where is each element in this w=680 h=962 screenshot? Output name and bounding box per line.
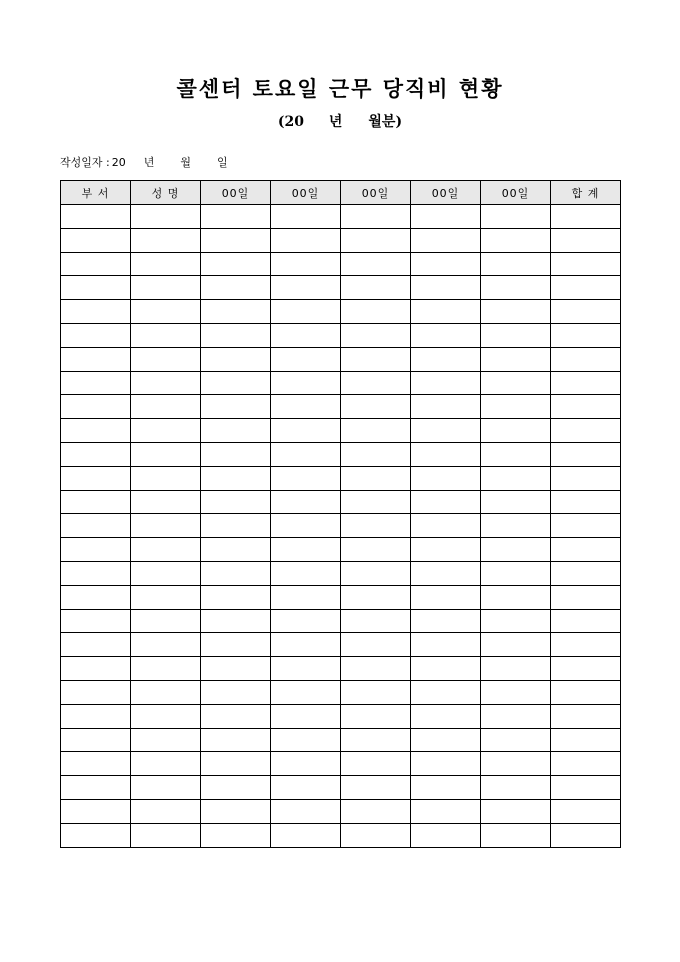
table-cell[interactable] bbox=[551, 823, 621, 847]
table-cell[interactable] bbox=[551, 776, 621, 800]
table-cell[interactable] bbox=[341, 300, 411, 324]
table-cell[interactable] bbox=[481, 419, 551, 443]
table-cell[interactable] bbox=[481, 776, 551, 800]
table-row bbox=[61, 419, 621, 443]
table-cell[interactable] bbox=[411, 728, 481, 752]
table-cell[interactable] bbox=[341, 252, 411, 276]
table-cell[interactable] bbox=[341, 728, 411, 752]
table-row bbox=[61, 276, 621, 300]
table-cell[interactable] bbox=[481, 395, 551, 419]
table-cell[interactable] bbox=[131, 442, 201, 466]
table-cell[interactable] bbox=[131, 371, 201, 395]
table-cell[interactable] bbox=[481, 323, 551, 347]
table-cell[interactable] bbox=[411, 609, 481, 633]
header-day-2: 00일 bbox=[271, 181, 341, 205]
table-cell[interactable] bbox=[271, 323, 341, 347]
table-body bbox=[61, 205, 621, 848]
table-cell[interactable] bbox=[201, 371, 271, 395]
table-cell[interactable] bbox=[341, 633, 411, 657]
table-cell[interactable] bbox=[341, 752, 411, 776]
table-cell[interactable] bbox=[481, 228, 551, 252]
header-day-1: 00일 bbox=[201, 181, 271, 205]
table-cell[interactable] bbox=[341, 442, 411, 466]
table-cell[interactable] bbox=[271, 799, 341, 823]
table-cell[interactable] bbox=[271, 585, 341, 609]
table-cell[interactable] bbox=[201, 609, 271, 633]
table-cell[interactable] bbox=[551, 538, 621, 562]
table-cell[interactable] bbox=[131, 490, 201, 514]
table-cell[interactable] bbox=[61, 228, 131, 252]
table-cell[interactable] bbox=[481, 680, 551, 704]
subtitle-year-prefix: (20 bbox=[277, 114, 304, 130]
table-cell[interactable] bbox=[61, 276, 131, 300]
document-subtitle bbox=[0, 112, 680, 132]
table-cell[interactable] bbox=[341, 466, 411, 490]
table-cell[interactable] bbox=[61, 776, 131, 800]
table-cell[interactable] bbox=[411, 347, 481, 371]
table-cell[interactable] bbox=[131, 728, 201, 752]
table-cell[interactable] bbox=[481, 347, 551, 371]
table-cell[interactable] bbox=[271, 776, 341, 800]
duty-allowance-table bbox=[60, 180, 621, 848]
table-cell[interactable] bbox=[271, 704, 341, 728]
table-cell[interactable] bbox=[551, 657, 621, 681]
table-cell[interactable] bbox=[411, 228, 481, 252]
table-cell[interactable] bbox=[481, 752, 551, 776]
table-cell[interactable] bbox=[551, 323, 621, 347]
table-cell[interactable] bbox=[551, 728, 621, 752]
table-cell[interactable] bbox=[411, 323, 481, 347]
table-cell[interactable] bbox=[61, 252, 131, 276]
table-cell[interactable] bbox=[411, 704, 481, 728]
table-cell[interactable] bbox=[341, 585, 411, 609]
header-day-4: 00일 bbox=[411, 181, 481, 205]
table-row bbox=[61, 680, 621, 704]
table-cell[interactable] bbox=[61, 728, 131, 752]
table-cell[interactable] bbox=[411, 538, 481, 562]
table-cell[interactable] bbox=[201, 419, 271, 443]
table-cell[interactable] bbox=[271, 442, 341, 466]
table-cell[interactable] bbox=[61, 490, 131, 514]
table-cell[interactable] bbox=[341, 799, 411, 823]
table-cell[interactable] bbox=[201, 776, 271, 800]
table-cell[interactable] bbox=[131, 228, 201, 252]
table-cell[interactable] bbox=[201, 823, 271, 847]
table-row bbox=[61, 561, 621, 585]
table-cell[interactable] bbox=[131, 752, 201, 776]
table-row bbox=[61, 752, 621, 776]
table-cell[interactable] bbox=[481, 609, 551, 633]
table-cell[interactable] bbox=[481, 300, 551, 324]
date-year-unit: 년 bbox=[143, 156, 155, 169]
table-row bbox=[61, 776, 621, 800]
table-cell[interactable] bbox=[411, 490, 481, 514]
header-day-3: 00일 bbox=[341, 181, 411, 205]
table-cell[interactable] bbox=[201, 514, 271, 538]
date-day-unit: 일 bbox=[217, 156, 228, 169]
table-cell[interactable] bbox=[411, 657, 481, 681]
table-cell[interactable] bbox=[61, 633, 131, 657]
table-row bbox=[61, 799, 621, 823]
subtitle-month-part: 월분) bbox=[368, 114, 403, 130]
table-cell[interactable] bbox=[271, 752, 341, 776]
table-cell[interactable] bbox=[481, 371, 551, 395]
table-row bbox=[61, 466, 621, 490]
table-cell[interactable] bbox=[271, 514, 341, 538]
table-cell[interactable] bbox=[341, 680, 411, 704]
table-cell[interactable] bbox=[201, 395, 271, 419]
table-cell[interactable] bbox=[551, 300, 621, 324]
table-cell[interactable] bbox=[411, 514, 481, 538]
table-cell[interactable] bbox=[61, 323, 131, 347]
table-cell[interactable] bbox=[271, 728, 341, 752]
table-cell[interactable] bbox=[411, 419, 481, 443]
date-year: 20 bbox=[111, 156, 126, 169]
table-header-row bbox=[61, 181, 621, 205]
table-cell[interactable] bbox=[61, 347, 131, 371]
table-cell[interactable] bbox=[61, 609, 131, 633]
table-cell[interactable] bbox=[341, 347, 411, 371]
table-cell[interactable] bbox=[131, 704, 201, 728]
table-cell[interactable] bbox=[271, 823, 341, 847]
table-row bbox=[61, 490, 621, 514]
table-cell[interactable] bbox=[411, 371, 481, 395]
table-cell[interactable] bbox=[411, 395, 481, 419]
table-cell[interactable] bbox=[341, 490, 411, 514]
table-cell[interactable] bbox=[551, 633, 621, 657]
table-cell[interactable] bbox=[481, 823, 551, 847]
table-cell[interactable] bbox=[61, 205, 131, 229]
table-cell[interactable] bbox=[481, 538, 551, 562]
table-cell[interactable] bbox=[271, 419, 341, 443]
header-name: 성 명 bbox=[131, 181, 201, 205]
table-cell[interactable] bbox=[201, 538, 271, 562]
table-cell[interactable] bbox=[201, 300, 271, 324]
table-cell[interactable] bbox=[271, 633, 341, 657]
table-cell[interactable] bbox=[131, 823, 201, 847]
table-cell[interactable] bbox=[551, 799, 621, 823]
table-cell[interactable] bbox=[411, 823, 481, 847]
table-cell[interactable] bbox=[131, 252, 201, 276]
table-cell[interactable] bbox=[481, 466, 551, 490]
table-cell[interactable] bbox=[61, 561, 131, 585]
table-cell[interactable] bbox=[131, 776, 201, 800]
table-cell[interactable] bbox=[61, 752, 131, 776]
table-cell[interactable] bbox=[271, 657, 341, 681]
table-cell[interactable] bbox=[411, 799, 481, 823]
table-row bbox=[61, 371, 621, 395]
table-cell[interactable] bbox=[271, 252, 341, 276]
table-cell[interactable] bbox=[131, 561, 201, 585]
table-cell[interactable] bbox=[61, 466, 131, 490]
table-cell[interactable] bbox=[201, 728, 271, 752]
table-cell[interactable] bbox=[131, 419, 201, 443]
table-cell[interactable] bbox=[411, 300, 481, 324]
table-cell[interactable] bbox=[61, 823, 131, 847]
table-cell[interactable] bbox=[271, 466, 341, 490]
table-cell[interactable] bbox=[201, 799, 271, 823]
table-cell[interactable] bbox=[551, 347, 621, 371]
table-cell[interactable] bbox=[271, 538, 341, 562]
table-cell[interactable] bbox=[61, 585, 131, 609]
table-cell[interactable] bbox=[551, 419, 621, 443]
table-cell[interactable] bbox=[271, 395, 341, 419]
table-cell[interactable] bbox=[551, 585, 621, 609]
table-cell[interactable] bbox=[411, 466, 481, 490]
table-cell[interactable] bbox=[201, 490, 271, 514]
table-cell[interactable] bbox=[341, 704, 411, 728]
table-cell[interactable] bbox=[551, 466, 621, 490]
table-cell[interactable] bbox=[131, 205, 201, 229]
table-cell[interactable] bbox=[341, 561, 411, 585]
table-cell[interactable] bbox=[61, 395, 131, 419]
table-cell[interactable] bbox=[551, 490, 621, 514]
table-cell[interactable] bbox=[551, 442, 621, 466]
table-row bbox=[61, 585, 621, 609]
table-cell[interactable] bbox=[341, 776, 411, 800]
table-cell[interactable] bbox=[201, 466, 271, 490]
table-cell[interactable] bbox=[551, 752, 621, 776]
table-cell[interactable] bbox=[61, 371, 131, 395]
table-row bbox=[61, 823, 621, 847]
table-cell[interactable] bbox=[271, 205, 341, 229]
table-cell[interactable] bbox=[341, 514, 411, 538]
table-cell[interactable] bbox=[201, 323, 271, 347]
table-cell[interactable] bbox=[551, 704, 621, 728]
table-cell[interactable] bbox=[271, 490, 341, 514]
table-cell[interactable] bbox=[341, 657, 411, 681]
table-row bbox=[61, 228, 621, 252]
table-cell[interactable] bbox=[131, 466, 201, 490]
table-cell[interactable] bbox=[131, 514, 201, 538]
table-cell[interactable] bbox=[551, 514, 621, 538]
table-cell[interactable] bbox=[201, 585, 271, 609]
table-cell[interactable] bbox=[551, 609, 621, 633]
table-cell[interactable] bbox=[271, 228, 341, 252]
table-cell[interactable] bbox=[131, 585, 201, 609]
table-cell[interactable] bbox=[481, 490, 551, 514]
table-cell[interactable] bbox=[61, 799, 131, 823]
table-cell[interactable] bbox=[551, 228, 621, 252]
document-title: 콜센터 토요일 근무 당직비 현황 bbox=[176, 76, 504, 101]
table-cell[interactable] bbox=[201, 252, 271, 276]
table-cell[interactable] bbox=[271, 561, 341, 585]
table-cell[interactable] bbox=[341, 609, 411, 633]
table-cell[interactable] bbox=[341, 205, 411, 229]
table-cell[interactable] bbox=[131, 609, 201, 633]
table-cell[interactable] bbox=[201, 633, 271, 657]
table-row bbox=[61, 514, 621, 538]
table-cell[interactable] bbox=[271, 609, 341, 633]
date-line bbox=[60, 155, 228, 171]
table-cell[interactable] bbox=[131, 633, 201, 657]
table-cell[interactable] bbox=[481, 252, 551, 276]
table-cell[interactable] bbox=[61, 514, 131, 538]
table-cell[interactable] bbox=[201, 347, 271, 371]
table-cell[interactable] bbox=[341, 538, 411, 562]
table-cell[interactable] bbox=[411, 276, 481, 300]
table-cell[interactable] bbox=[201, 657, 271, 681]
table-row bbox=[61, 205, 621, 229]
table-cell[interactable] bbox=[551, 252, 621, 276]
table-cell[interactable] bbox=[551, 371, 621, 395]
table-cell[interactable] bbox=[481, 728, 551, 752]
table-cell[interactable] bbox=[61, 704, 131, 728]
table-cell[interactable] bbox=[411, 252, 481, 276]
table-cell[interactable] bbox=[411, 680, 481, 704]
table-cell[interactable] bbox=[481, 514, 551, 538]
table-cell[interactable] bbox=[61, 657, 131, 681]
table-cell[interactable] bbox=[411, 442, 481, 466]
table-cell[interactable] bbox=[481, 276, 551, 300]
table-row bbox=[61, 442, 621, 466]
table-cell[interactable] bbox=[131, 323, 201, 347]
table-row bbox=[61, 347, 621, 371]
table-cell[interactable] bbox=[481, 657, 551, 681]
table-row bbox=[61, 704, 621, 728]
table-cell[interactable] bbox=[201, 752, 271, 776]
table-cell[interactable] bbox=[481, 442, 551, 466]
table-cell[interactable] bbox=[411, 205, 481, 229]
table-cell[interactable] bbox=[131, 347, 201, 371]
table-cell[interactable] bbox=[201, 276, 271, 300]
table-cell[interactable] bbox=[131, 300, 201, 324]
table-row bbox=[61, 252, 621, 276]
table-cell[interactable] bbox=[131, 799, 201, 823]
table-cell[interactable] bbox=[551, 680, 621, 704]
subtitle-year-unit: 년 bbox=[328, 114, 343, 130]
table-cell[interactable] bbox=[131, 395, 201, 419]
table-row bbox=[61, 728, 621, 752]
table-cell[interactable] bbox=[341, 323, 411, 347]
table-cell[interactable] bbox=[61, 680, 131, 704]
table-row bbox=[61, 538, 621, 562]
table-cell[interactable] bbox=[341, 419, 411, 443]
table-cell[interactable] bbox=[551, 395, 621, 419]
table-cell[interactable] bbox=[411, 585, 481, 609]
table-cell[interactable] bbox=[201, 561, 271, 585]
table-cell[interactable] bbox=[271, 680, 341, 704]
table-row bbox=[61, 323, 621, 347]
table-cell[interactable] bbox=[131, 680, 201, 704]
table-row bbox=[61, 395, 621, 419]
table-cell[interactable] bbox=[411, 633, 481, 657]
header-department: 부 서 bbox=[61, 181, 131, 205]
table-cell[interactable] bbox=[201, 680, 271, 704]
table-cell[interactable] bbox=[131, 276, 201, 300]
table-cell[interactable] bbox=[411, 776, 481, 800]
table-row bbox=[61, 633, 621, 657]
table-cell[interactable] bbox=[411, 561, 481, 585]
header-day-5: 00일 bbox=[481, 181, 551, 205]
table-cell[interactable] bbox=[341, 228, 411, 252]
table-cell[interactable] bbox=[341, 276, 411, 300]
date-month-unit: 월 bbox=[180, 156, 191, 169]
table-cell[interactable] bbox=[481, 799, 551, 823]
table-cell[interactable] bbox=[271, 300, 341, 324]
table-row bbox=[61, 657, 621, 681]
table-cell[interactable] bbox=[481, 205, 551, 229]
table-cell[interactable] bbox=[201, 205, 271, 229]
table-cell[interactable] bbox=[481, 561, 551, 585]
table-cell[interactable] bbox=[201, 704, 271, 728]
table-row bbox=[61, 609, 621, 633]
table-cell[interactable] bbox=[551, 561, 621, 585]
table-cell[interactable] bbox=[271, 347, 341, 371]
table-cell[interactable] bbox=[61, 419, 131, 443]
table-cell[interactable] bbox=[201, 228, 271, 252]
table-cell[interactable] bbox=[341, 823, 411, 847]
table-cell[interactable] bbox=[551, 276, 621, 300]
table-cell[interactable] bbox=[61, 442, 131, 466]
table-cell[interactable] bbox=[481, 704, 551, 728]
table-cell[interactable] bbox=[341, 395, 411, 419]
table-cell[interactable] bbox=[481, 585, 551, 609]
table-cell[interactable] bbox=[271, 276, 341, 300]
table-cell[interactable] bbox=[201, 442, 271, 466]
table-cell[interactable] bbox=[551, 205, 621, 229]
table-cell[interactable] bbox=[481, 633, 551, 657]
table-cell[interactable] bbox=[341, 371, 411, 395]
table-row bbox=[61, 300, 621, 324]
date-label: 작성일자 : bbox=[60, 156, 110, 169]
table-cell[interactable] bbox=[271, 371, 341, 395]
header-total: 합 계 bbox=[551, 181, 621, 205]
table-cell[interactable] bbox=[131, 657, 201, 681]
table-cell[interactable] bbox=[411, 752, 481, 776]
table-cell[interactable] bbox=[131, 538, 201, 562]
table-cell[interactable] bbox=[61, 538, 131, 562]
table-cell[interactable] bbox=[61, 300, 131, 324]
